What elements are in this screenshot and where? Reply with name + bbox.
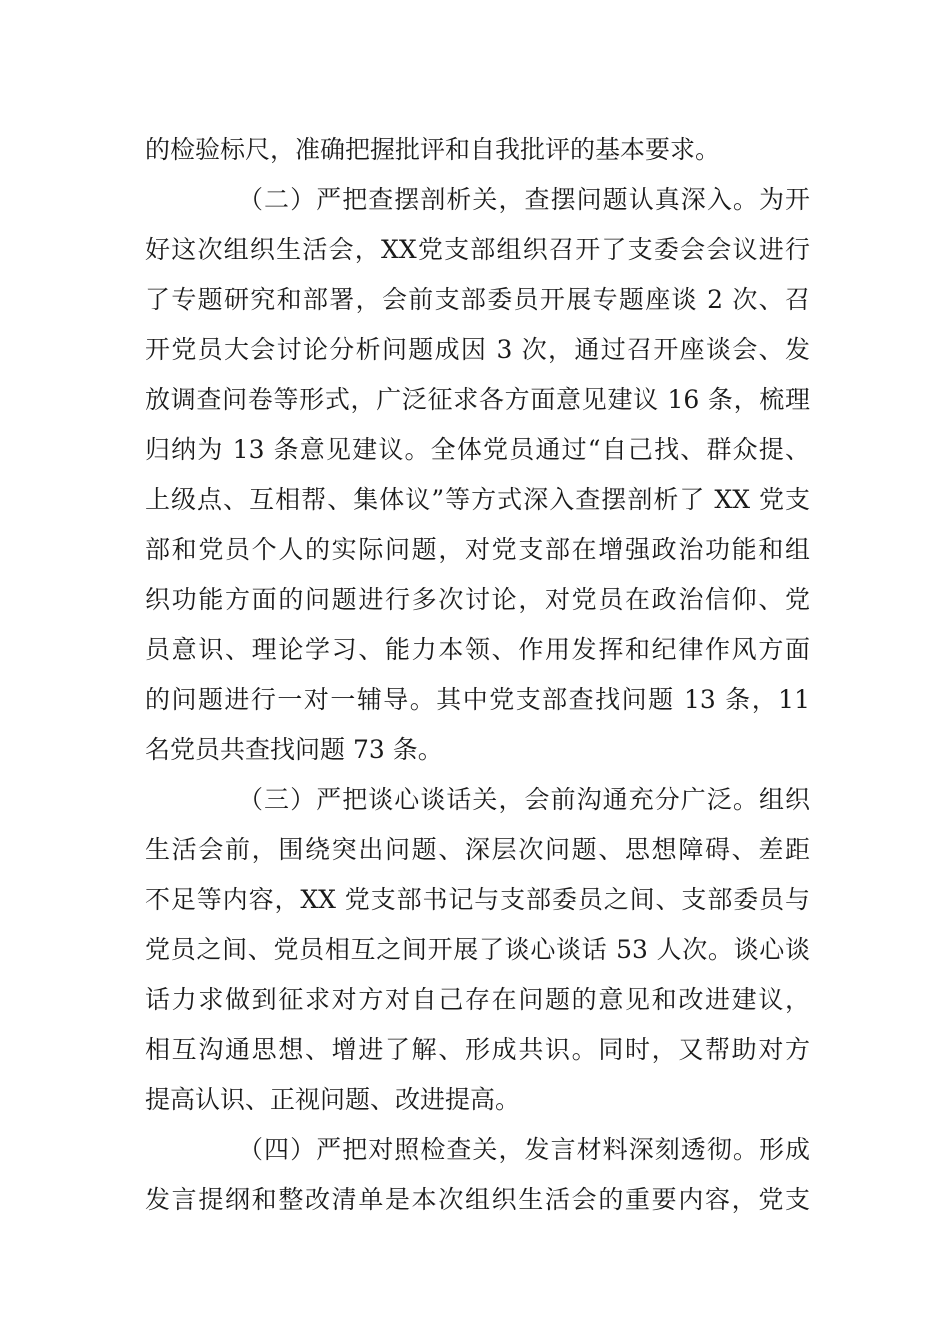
text-line-19: 相互沟通思想、增进了解、形成共识。同时，又帮助对方 <box>145 1035 810 1064</box>
text-line-13: 名党员共查找问题 73 条。 <box>145 735 443 764</box>
text-line-14: （三）严把谈心谈话关，会前沟通充分广泛。组织 <box>238 785 810 814</box>
text-line-11: 员意识、理论学习、能力本领、作用发挥和纪律作风方面 <box>145 635 810 664</box>
text-line-2: （二）严把查摆剖析关，查摆问题认真深入。为开 <box>238 185 810 214</box>
text-line-18: 话力求做到征求对方对自己存在问题的意见和改进建议， <box>145 985 810 1014</box>
text-line-3: 好这次组织生活会，XX党支部组织召开了支委会会议进行 <box>145 235 810 264</box>
text-line-4: 了专题研究和部署，会前支部委员开展专题座谈 2 次、召 <box>145 285 810 314</box>
text-line-7: 归纳为 13 条意见建议。全体党员通过“自己找、群众提、 <box>145 435 810 464</box>
text-line-20: 提高认识、正视问题、改进提高。 <box>145 1085 521 1114</box>
text-line-21: （四）严把对照检查关，发言材料深刻透彻。形成 <box>238 1135 810 1164</box>
text-line-8: 上级点、互相帮、集体议”等方式深入查摆剖析了 XX 党支 <box>145 485 810 514</box>
text-line-12: 的问题进行一对一辅导。其中党支部查找问题 13 条，11 <box>145 685 810 714</box>
text-line-16: 不足等内容，XX 党支部书记与支部委员之间、支部委员与 <box>145 885 810 914</box>
text-line-15: 生活会前，围绕突出问题、深层次问题、思想障碍、差距 <box>145 835 810 864</box>
text-line-17: 党员之间、党员相互之间开展了谈心谈话 53 人次。谈心谈 <box>145 935 810 964</box>
text-line-6: 放调查问卷等形式，广泛征求各方面意见建议 16 条，梳理 <box>145 385 810 414</box>
text-line-5: 开党员大会讨论分析问题成因 3 次，通过召开座谈会、发 <box>145 335 810 364</box>
text-line-10: 织功能方面的问题进行多次讨论，对党员在政治信仰、党 <box>145 585 810 614</box>
text-line-22: 发言提纲和整改清单是本次组织生活会的重要内容，党支 <box>145 1185 810 1214</box>
text-line-9: 部和党员个人的实际问题，对党支部在增强政治功能和组 <box>145 535 810 564</box>
text-line-1: 的检验标尺，准确把握批评和自我批评的基本要求。 <box>145 135 721 164</box>
